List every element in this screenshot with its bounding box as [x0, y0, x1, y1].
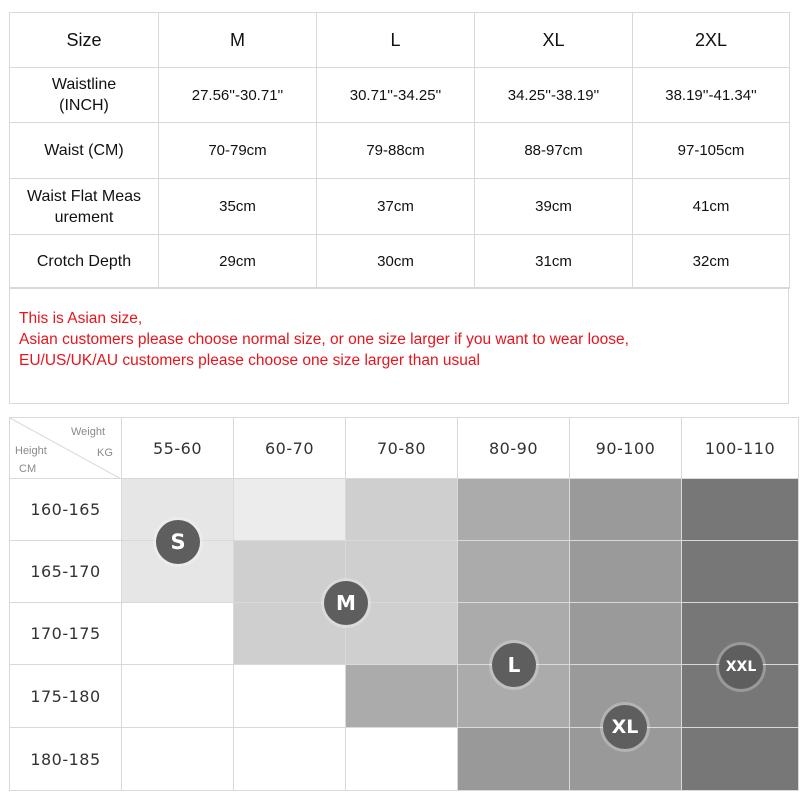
weight-col-header: 55-60 — [122, 417, 234, 479]
table-cell: 29cm — [159, 235, 317, 289]
table-cell: 31cm — [475, 235, 633, 289]
table-cell: 34.25''-38.19'' — [475, 68, 633, 123]
table-cell: 79-88cm — [317, 123, 475, 179]
height-row-header: 180-185 — [9, 728, 122, 791]
size-grid-cell — [346, 728, 458, 791]
table-row — [10, 123, 790, 179]
table-cell: 35cm — [159, 179, 317, 235]
row-label-crotch-depth: Crotch Depth — [10, 235, 159, 289]
size-grid-cell — [682, 541, 799, 603]
size-header-2xl: 2XL — [633, 13, 790, 68]
size-badge-l: L — [492, 643, 536, 687]
size-badge-m: M — [324, 581, 368, 625]
size-header-xl: XL — [475, 13, 633, 68]
row-label-waist-cm: Waist (CM) — [10, 123, 159, 179]
size-grid-cell — [682, 479, 799, 541]
size-badge-s: S — [156, 520, 200, 564]
table-cell: 27.56''-30.71'' — [159, 68, 317, 123]
size-grid-cell — [234, 728, 346, 791]
size-grid-cell — [570, 541, 682, 603]
table-row — [10, 179, 790, 235]
size-grid-cell — [458, 541, 570, 603]
size-grid-cell — [122, 603, 234, 665]
asian-size-note — [9, 287, 789, 404]
size-header-row — [10, 13, 790, 68]
table-cell: 38.19''-41.34'' — [633, 68, 790, 123]
height-row-header: 165-170 — [9, 541, 122, 603]
size-grid-cell — [122, 665, 234, 728]
table-row — [10, 68, 790, 123]
size-grid-cell — [682, 728, 799, 791]
row-label-waist-flat: Waist Flat Meas urement — [10, 179, 159, 235]
chart-corner-header — [9, 417, 122, 479]
table-cell: 39cm — [475, 179, 633, 235]
table-cell: 70-79cm — [159, 123, 317, 179]
note-line: Asian customers please choose normal size, or one size larger if you want to wear loose, — [19, 331, 629, 348]
corner-kg-label: KG — [97, 447, 113, 459]
height-row-header: 170-175 — [9, 603, 122, 665]
size-header-label: Size — [10, 13, 159, 68]
row-label-waistline: Waistline (INCH) — [10, 68, 159, 123]
weight-col-header: 60-70 — [234, 417, 346, 479]
size-grid-cell — [570, 603, 682, 665]
size-recommendation-chart — [9, 417, 799, 793]
corner-height-label: Height — [15, 445, 47, 457]
size-table — [9, 12, 790, 289]
height-row-header: 160-165 — [9, 479, 122, 541]
table-row — [10, 235, 790, 289]
size-grid-cell — [346, 479, 458, 541]
table-cell: 41cm — [633, 179, 790, 235]
corner-weight-label: Weight — [71, 426, 106, 438]
size-grid-cell — [570, 479, 682, 541]
size-header-m: M — [159, 13, 317, 68]
table-cell: 32cm — [633, 235, 790, 289]
height-row-header: 175-180 — [9, 665, 122, 728]
table-cell: 88-97cm — [475, 123, 633, 179]
size-header-l: L — [317, 13, 475, 68]
size-grid-cell — [458, 479, 570, 541]
weight-col-header: 80-90 — [458, 417, 570, 479]
corner-cm-label: CM — [19, 463, 37, 475]
table-cell: 30cm — [317, 235, 475, 289]
weight-col-header: 90-100 — [570, 417, 682, 479]
table-cell: 97-105cm — [633, 123, 790, 179]
size-badge-xl: XL — [603, 705, 647, 749]
weight-col-header: 70-80 — [346, 417, 458, 479]
note-line: This is Asian size, — [19, 310, 143, 327]
size-grid-cell — [458, 728, 570, 791]
size-grid-cell — [234, 479, 346, 541]
table-cell: 37cm — [317, 179, 475, 235]
size-badge-xxl: XXL — [719, 645, 763, 689]
size-grid-cell — [234, 665, 346, 728]
weight-col-header: 100-110 — [682, 417, 799, 479]
size-grid-cell — [122, 728, 234, 791]
table-cell: 30.71''-34.25'' — [317, 68, 475, 123]
note-line: EU/US/UK/AU customers please choose one size larger than usual — [19, 352, 480, 369]
size-grid-cell — [346, 665, 458, 728]
